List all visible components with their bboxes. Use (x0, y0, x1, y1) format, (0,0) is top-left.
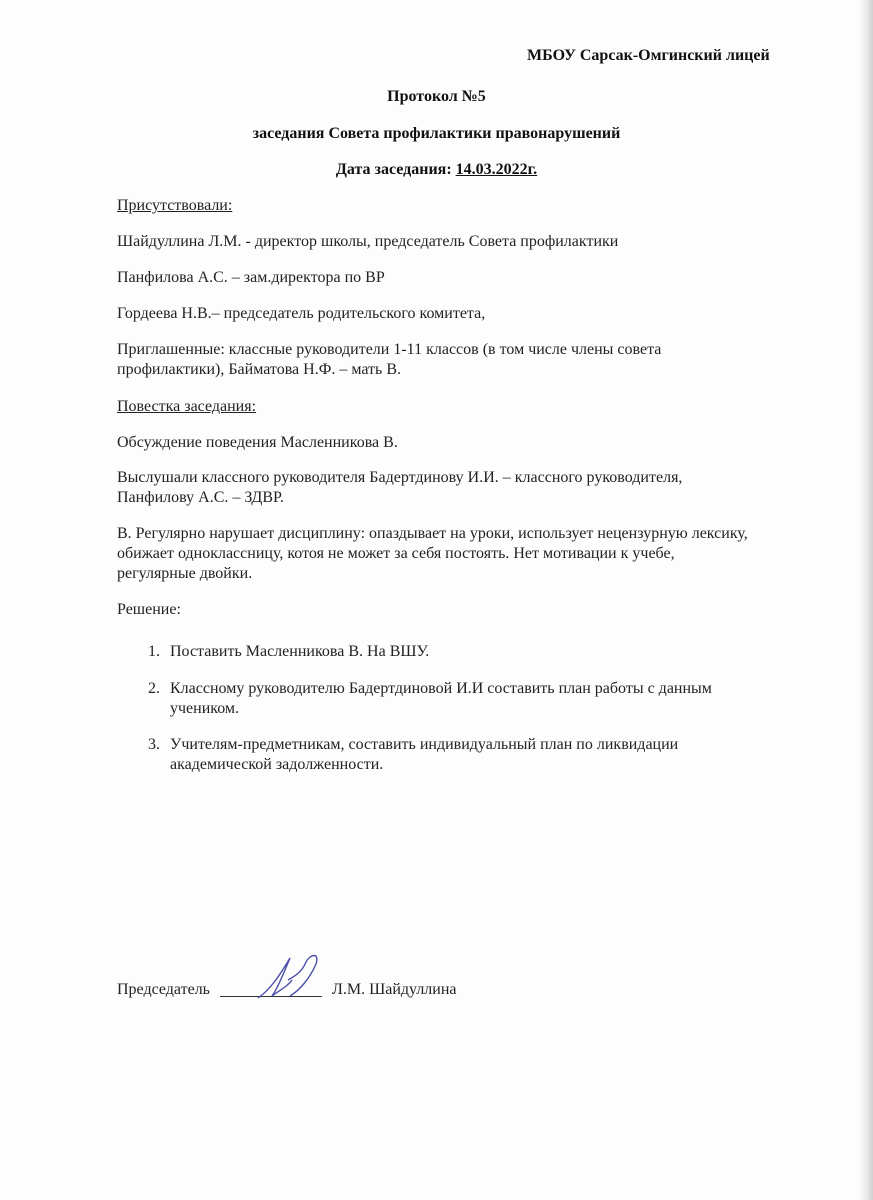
decision-item (148, 642, 748, 662)
decision-item (148, 679, 728, 719)
attendee: Шайдуллина Л.М. - директор школы, председатель Совета профилактики (117, 233, 619, 250)
item-number: 3. (148, 736, 160, 753)
item-number: 2. (148, 680, 160, 697)
handwritten-signature (250, 950, 330, 1005)
attendee: Панфилова А.С. – зам.директора по ВР (117, 269, 385, 286)
agenda-topic: Обсуждение поведения Масленникова В. (117, 434, 398, 451)
attendee: Гордеева Н.В.– председатель родительского комитета, (117, 305, 486, 322)
date-value: 14.03.2022г. (455, 161, 538, 178)
item-text: Классному руководителю Бадертдиновой И.И составить план работы с данным учеником. (170, 680, 712, 717)
date-label: Дата заседания: (335, 161, 456, 178)
signature-role: Председатель (117, 981, 210, 998)
attendees-heading: Присутствовали: (117, 197, 233, 214)
agenda-heard: Выслушали классного руководителя Бадертдинову И.И. – классного руководителя, Панфилову А.С. – ЗДВР. (117, 469, 683, 506)
school-name: МБОУ Сарсак-Омгинский лицей (527, 47, 770, 64)
signature-name: Л.М. Шайдуллина (332, 981, 457, 998)
item-number: 1. (148, 643, 160, 660)
item-text: Учителям-предметникам, составить индивидуальный план по ликвидации академической задолженности. (170, 736, 679, 773)
decision-heading: Решение: (117, 601, 181, 618)
agenda-heading: Повестка заседания: (117, 398, 257, 415)
decision-item (148, 735, 728, 775)
document-subtitle: заседания Совета профилактики правонарушений (252, 125, 621, 142)
agenda-description: В. Регулярно нарушает дисциплину: опаздывает на уроки, использует нецензурную лексику, обижает одноклассницу, котоя не может за себя постоять. Нет мотивации к учебе, регулярные двойки. (117, 525, 748, 582)
invited: Приглашенные: классные руководители 1-11 классов (в том числе члены совета профилактики), Байматова Н.Ф. – мать В. (117, 341, 662, 378)
scan-edge (859, 0, 873, 1200)
meeting-date (0, 161, 873, 179)
item-text: Поставить Масленникова В. На ВШУ. (170, 643, 430, 660)
document-title: Протокол №5 (387, 88, 486, 105)
